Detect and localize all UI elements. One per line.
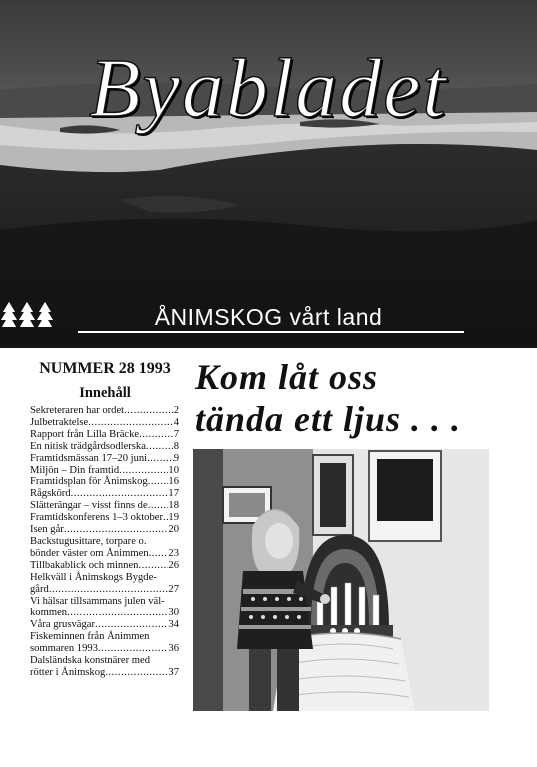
headline-line-2: tända ett ljus . . . (195, 399, 462, 439)
masthead-title: Byabladet (89, 42, 448, 135)
headline-line-1: Kom låt oss (195, 357, 379, 397)
table-of-contents (30, 405, 179, 679)
toc-item: Miljön – Din framtid ..... 10 (30, 465, 179, 477)
toc-item: Rapport från Lilla Bräcke ..... 7 (30, 429, 179, 441)
issue-number: NUMMER 28 1993 (39, 360, 171, 377)
toc-item: Framtidsplan för Ånimskog ..... 16 (30, 476, 179, 488)
toc-item: Helkväll i Ånimskogs Bygde- gård ..... 27 (30, 572, 179, 596)
toc-item: Julbetraktelse ..... 4 (30, 417, 179, 429)
pine-trees-icon (0, 300, 56, 330)
contents-heading: Innehåll (79, 385, 131, 401)
tagline-text: ÅNIMSKOG vårt land (154, 303, 383, 330)
toc-item: Vi hälsar tillsammans julen väl- kommen ..... 30 (30, 596, 179, 620)
toc-item: Rågskörd ..... 17 (30, 488, 179, 500)
cover-photo (0, 0, 537, 348)
toc-item: Isen går ..... 20 (30, 524, 179, 536)
toc-item: Slätterängar – visst finns de ..... 18 (30, 500, 179, 512)
toc-item: Sekreteraren har ordet ..... 2 (30, 405, 179, 417)
feature-headline (195, 356, 525, 440)
toc-item: Dalsländska konstnärer med rötter i Ånimskog ..... 37 (30, 655, 179, 679)
girl-lighting-candles-photo (193, 449, 489, 711)
toc-item: Framtidskonferens 1–3 oktober ..... 19 (30, 512, 179, 524)
toc-item: Backstugusittare, torpare o. bönder väster om Ånimmen ..... 23 (30, 536, 179, 560)
tagline-underline (78, 331, 464, 333)
toc-item: Tillbakablick och minnen ..... 26 (30, 560, 179, 572)
toc-item: En nitisk trädgårdsodlerska ..... 8 (30, 441, 179, 453)
toc-item: Våra grusvägar ..... 34 (30, 619, 179, 631)
toc-item: Framtidsmässan 17–20 juni ..... 9 (30, 453, 179, 465)
toc-item: Fiskeminnen från Ånimmen sommaren 1993 ..... 36 (30, 631, 179, 655)
tagline-row (0, 300, 537, 334)
